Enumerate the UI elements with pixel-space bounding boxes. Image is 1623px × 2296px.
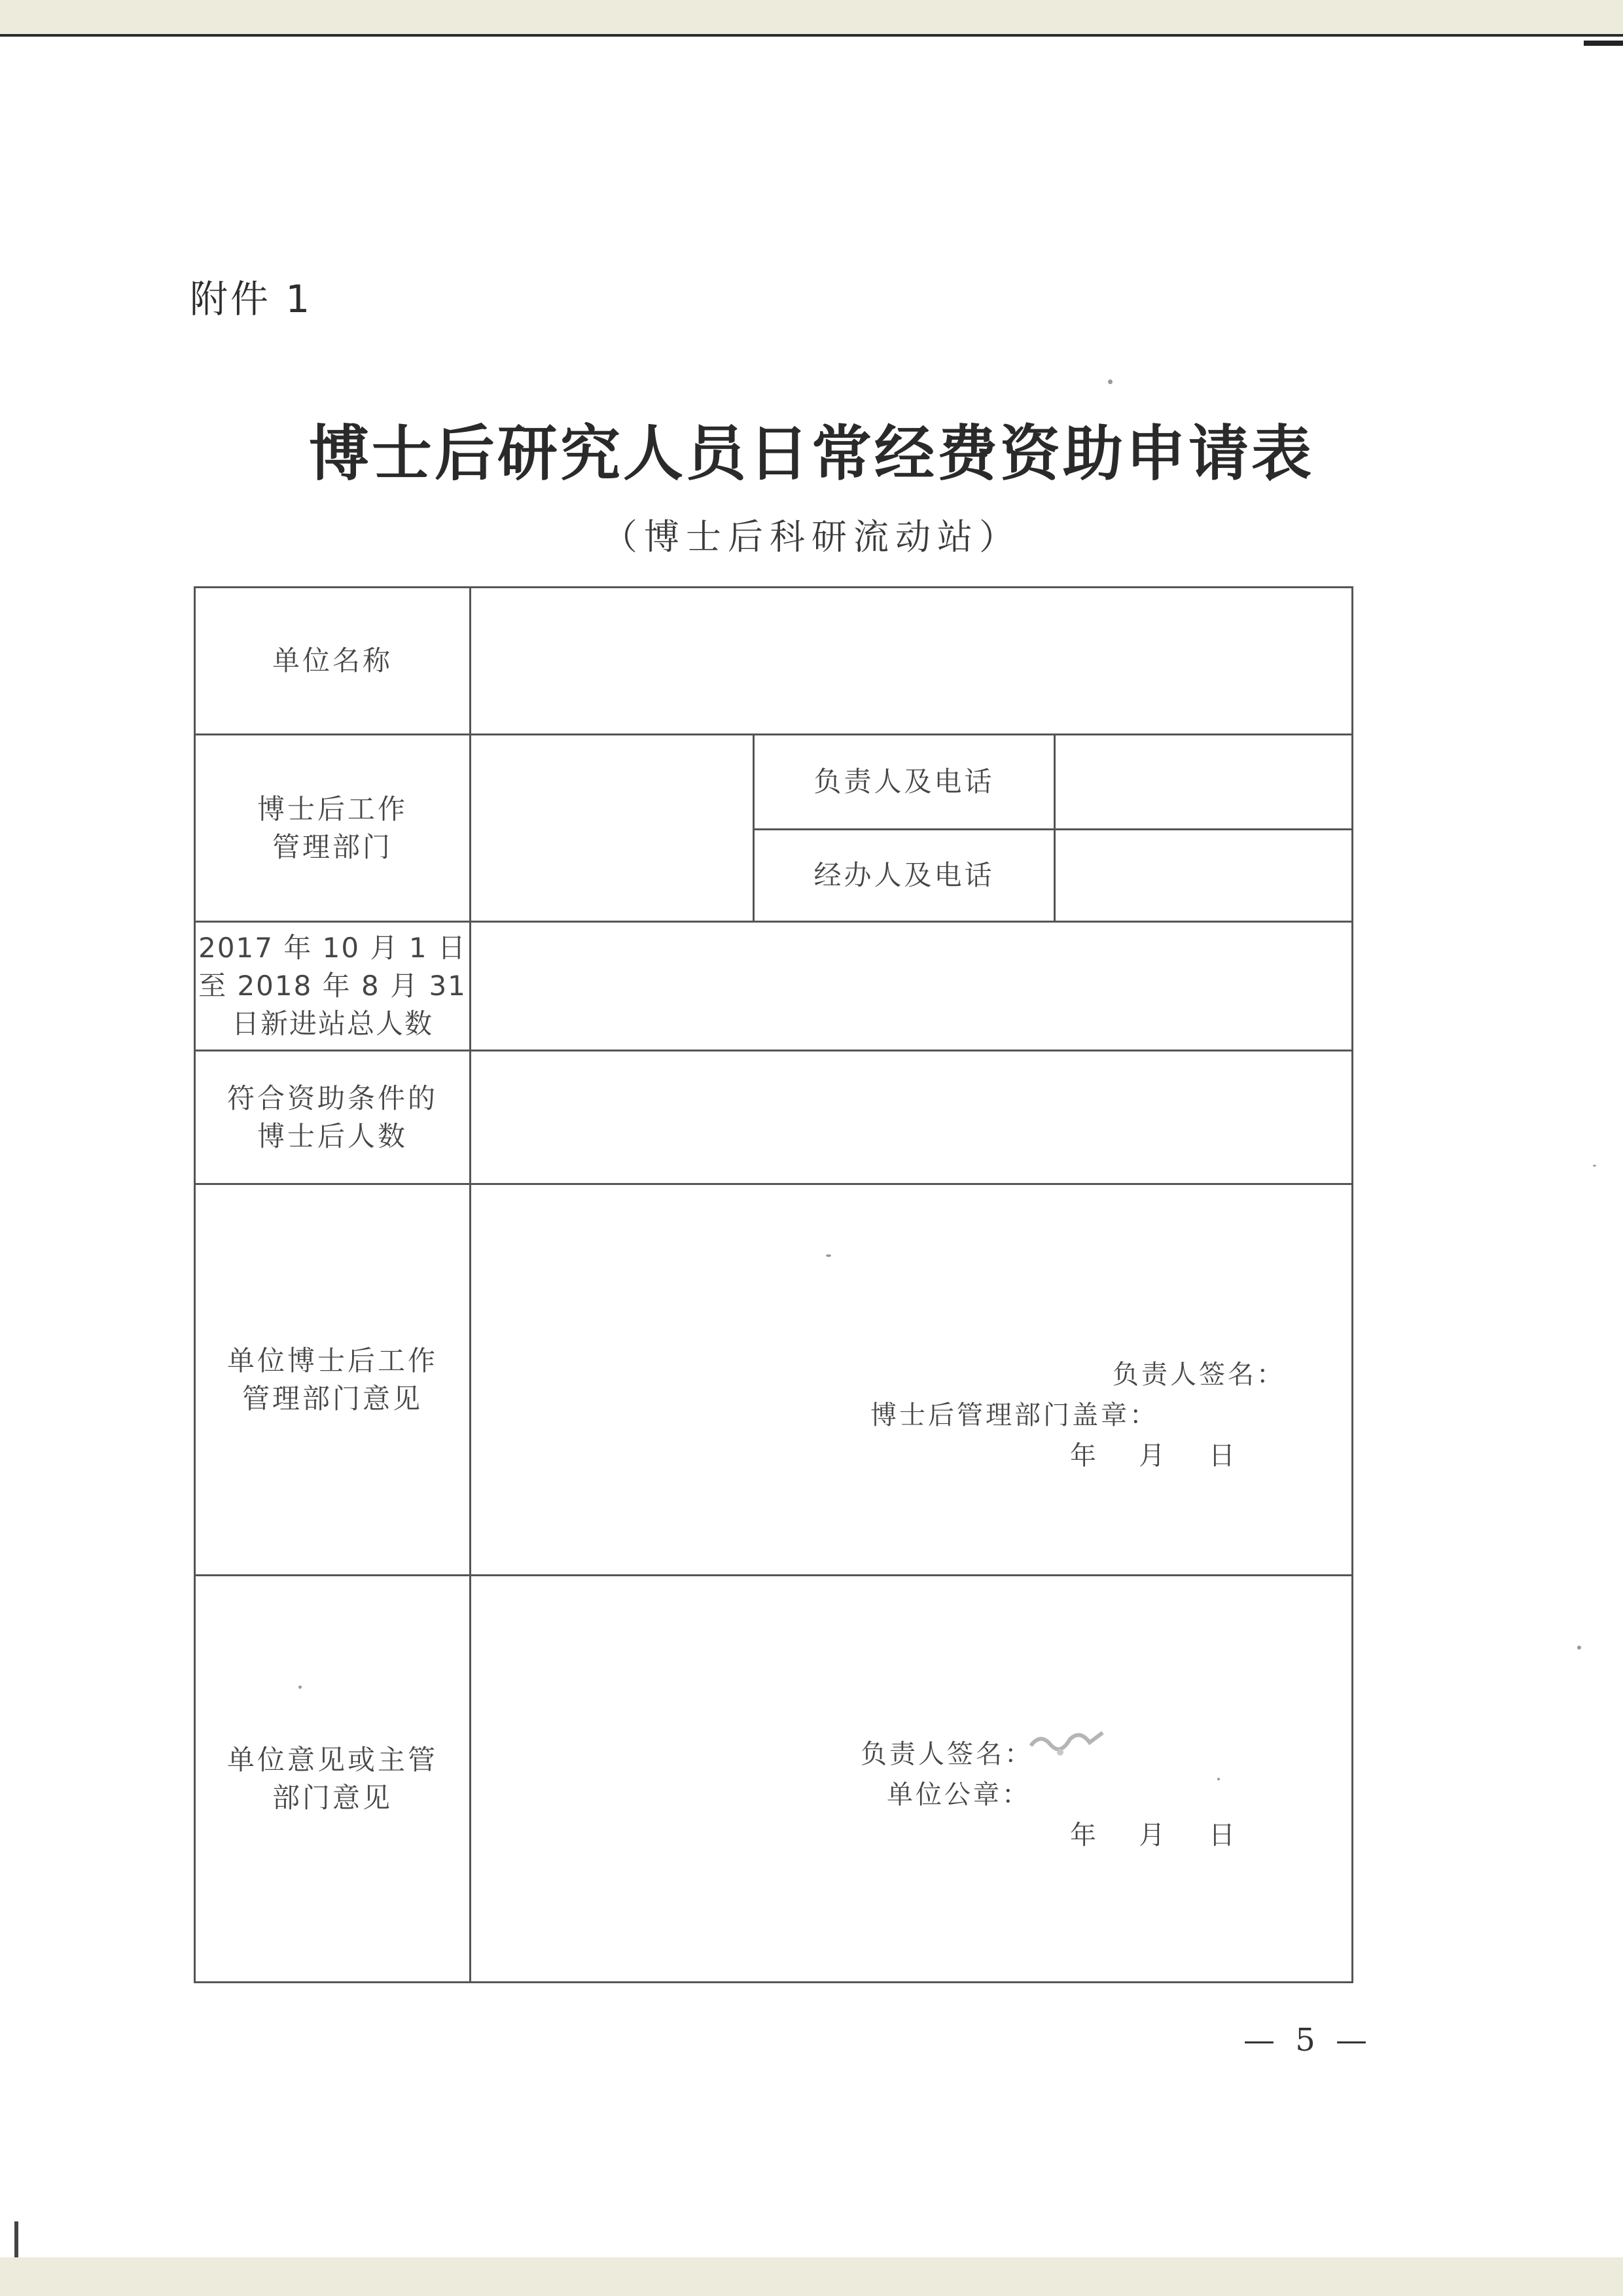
new-entrants-field[interactable] <box>471 923 1351 1050</box>
unit-name-field[interactable] <box>471 588 1351 733</box>
dept-signer-label: 负责人签名： <box>1113 1360 1285 1390</box>
page-title: 博士后研究人员日常经费资助申请表 <box>308 418 1314 489</box>
scan-speck <box>1577 1646 1581 1650</box>
dept-date-day: 日 <box>1209 1441 1238 1471</box>
dept-seal-label: 博士后管理部门盖章： <box>870 1400 1158 1430</box>
scan-speck <box>1108 380 1113 384</box>
scan-edge-line <box>0 34 1623 37</box>
responsible-phone-field[interactable] <box>1056 735 1351 828</box>
scan-speck <box>826 1254 831 1257</box>
unit-name-label: 单位名称 <box>272 645 393 677</box>
handler-phone-field[interactable] <box>1056 830 1351 921</box>
page-number: — 5 — <box>1243 2022 1373 2058</box>
application-form-table <box>194 586 1353 1983</box>
unit-date-day: 日 <box>1209 1820 1238 1850</box>
dept-opinion-field[interactable] <box>471 1185 1351 1574</box>
scan-speck <box>298 1686 302 1689</box>
mgmt-dept-field[interactable] <box>471 735 753 921</box>
unit-date-month: 月 <box>1139 1820 1168 1850</box>
scan-speck <box>1593 1165 1596 1167</box>
page-subtitle: （博士后科研流动站） <box>602 516 1021 557</box>
scan-speck <box>1217 1778 1220 1780</box>
unit-seal-label: 单位公章： <box>887 1780 1031 1810</box>
eligible-count-label: 符合资助条件的 博士后人数 <box>226 1082 438 1152</box>
scan-mark <box>14 2221 18 2261</box>
scan-border-bottom <box>0 2257 1623 2296</box>
handler-phone-label: 经办人及电话 <box>813 859 995 891</box>
scan-smudge <box>1024 1720 1109 1765</box>
scan-mark <box>1584 41 1623 46</box>
unit-date-year: 年 <box>1070 1820 1099 1850</box>
eligible-count-field[interactable] <box>471 1051 1351 1183</box>
dept-date-year: 年 <box>1070 1441 1099 1471</box>
unit-opinion-label: 单位意见或主管 部门意见 <box>226 1743 438 1814</box>
mgmt-dept-label: 博士后工作 管理部门 <box>257 792 408 863</box>
responsible-phone-label: 负责人及电话 <box>813 766 995 798</box>
dept-date-month: 月 <box>1139 1441 1168 1471</box>
attachment-label: 附件 1 <box>190 277 313 321</box>
new-entrants-label: 2017 年 10 月 1 日 至 2018 年 8 月 31 日新进站总人数 <box>198 932 467 1040</box>
scan-border-top <box>0 0 1623 34</box>
unit-signer-label: 负责人签名： <box>861 1739 1033 1769</box>
dept-opinion-label: 单位博士后工作 管理部门意见 <box>226 1344 438 1415</box>
